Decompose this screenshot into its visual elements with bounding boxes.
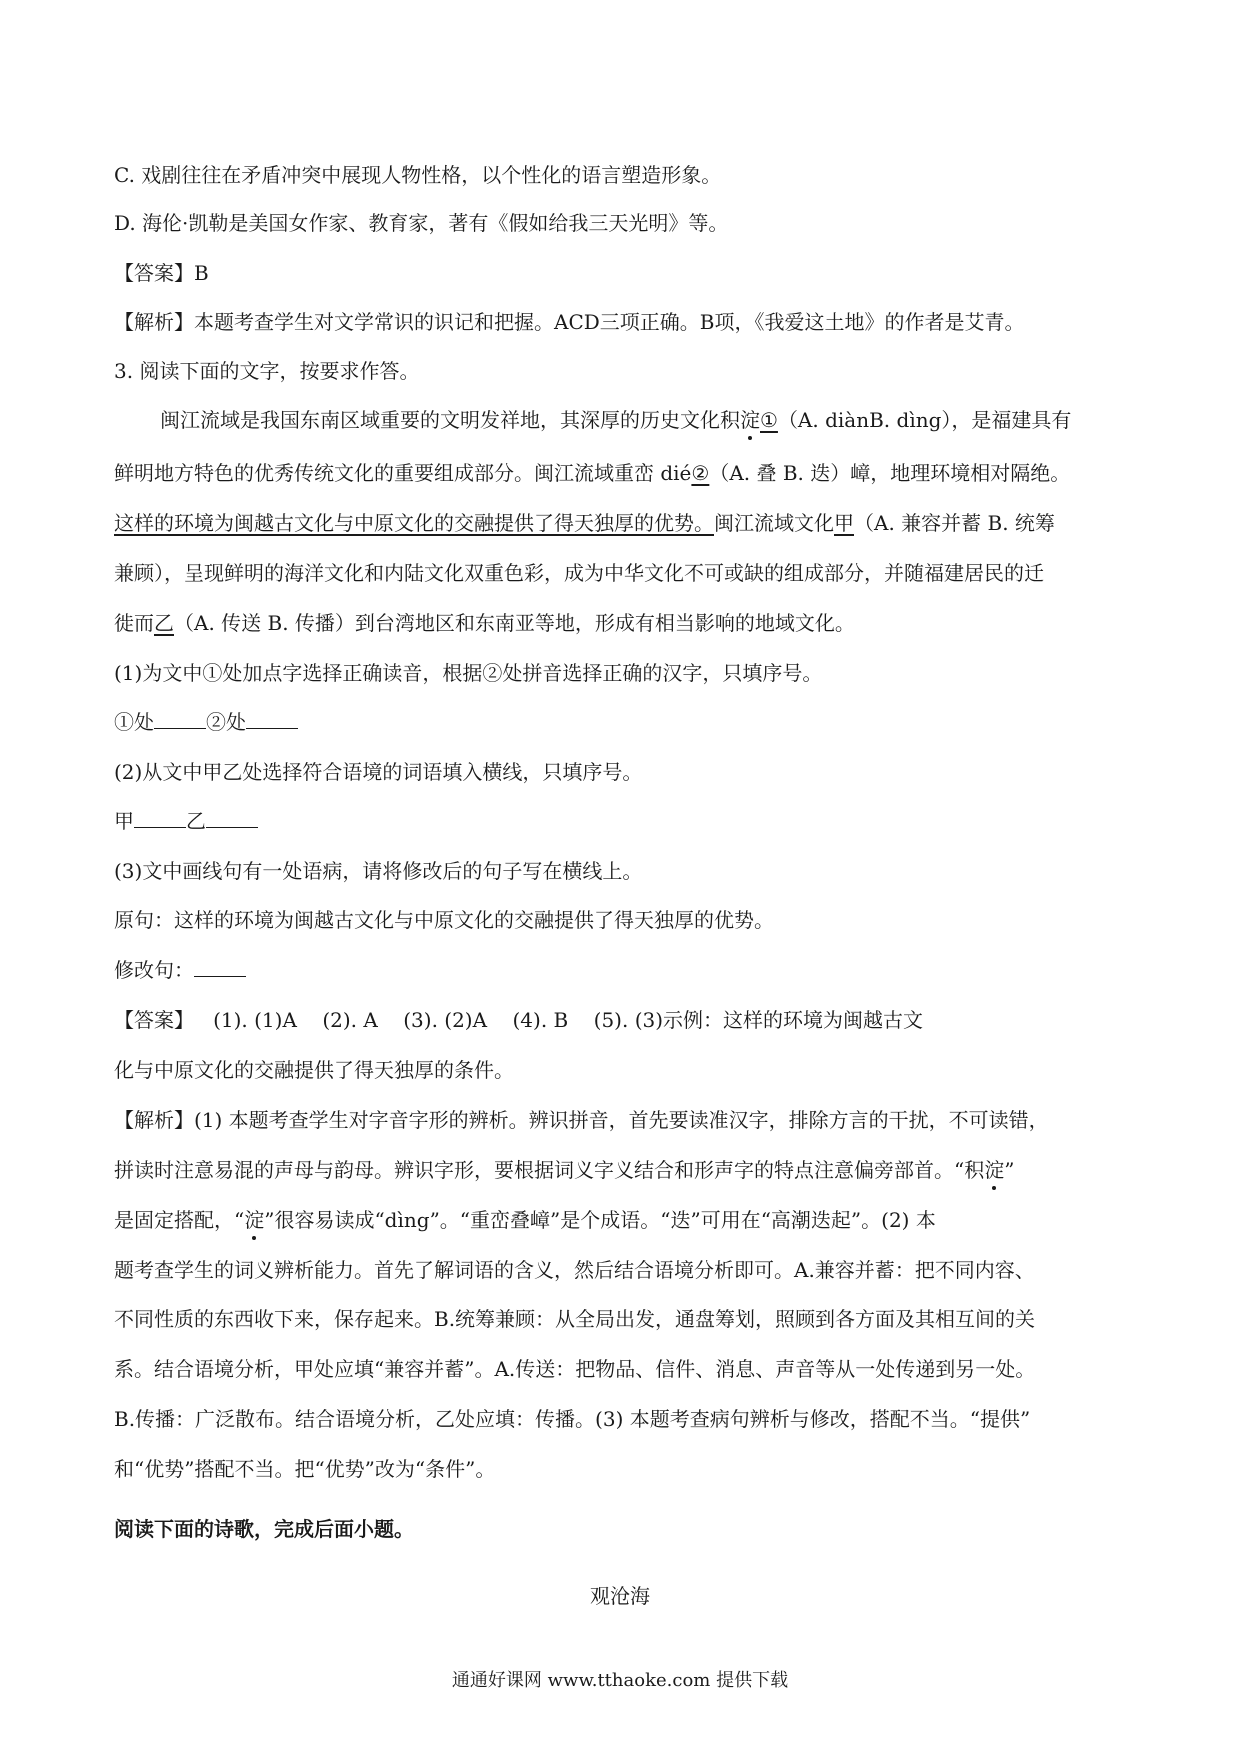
dotted-char: 淀: [984, 1158, 1005, 1182]
q3-answer-line-1: 【答案】 (1). (1)A (2). A (3). (2)A (4). B (5). (3)示例：这样的环境为闽越古文: [114, 1008, 924, 1032]
sub-question-1: (1)为文中①处加点字选择正确读音，根据②处拼音选择正确的汉字，只填序号。: [114, 661, 823, 685]
option-c: C. 戏剧往往在矛盾冲突中展现人物性格，以个性化的语言塑造形象。: [114, 163, 722, 187]
analysis-line-8: 和“优势”搭配不当。把“优势”改为“条件”。: [114, 1457, 496, 1481]
dotted-char: 淀: [244, 1208, 265, 1232]
q3-answer-line-2: 化与中原文化的交融提供了得天独厚的条件。: [114, 1058, 514, 1082]
analysis-line-6: 系。结合语境分析，甲处应填“兼容并蓄”。A.传送：把物品、信件、消息、声音等从一处传递到另一处。: [114, 1357, 1036, 1381]
blank-marker-2: ②: [691, 461, 710, 485]
analysis-line-4: 题考查学生的词义辨析能力。首先了解词语的含义，然后结合语境分析即可。A.兼容并蓄：把不同内容、: [114, 1258, 1035, 1282]
passage-line-2: 鲜明地方特色的优秀传统文化的重要组成部分。闽江流域重峦 dié②（A. 叠 B. 迭）嶂，地理环境相对隔绝。: [114, 461, 1071, 485]
analysis-line-2: 拼读时注意易混的声母与韵母。辨识字形，要根据词义字义结合和形声字的特点注意偏旁部首。“积淀”: [114, 1158, 1015, 1182]
passage-line-4: 兼顾），呈现鲜明的海洋文化和内陆文化双重色彩，成为中华文化不可或缺的组成部分，并随福建居民的迁: [114, 561, 1044, 585]
poem-intro: 阅读下面的诗歌，完成后面小题。: [114, 1517, 414, 1541]
sub-question-2-blanks: 甲 乙: [114, 806, 1134, 836]
analysis-line-5: 不同性质的东西收下来，保存起来。B.统筹兼顾：从全局出发，通盘筹划，照顾到各方面及其相互间的关: [114, 1307, 1036, 1331]
revised-sentence: 修改句：: [114, 955, 1134, 985]
q2-analysis: 【解析】本题考查学生对文学常识的识记和把握。ACD三项正确。B项，《我爱这土地》的作者是艾青。: [114, 310, 1025, 334]
page-footer: 通通好课网 www.tthaoke.com 提供下载: [451, 1670, 789, 1691]
sub-question-3: (3)文中画线句有一处语病，请将修改后的句子写在横线上。: [114, 859, 643, 883]
q2-answer: 【答案】B: [114, 261, 209, 285]
passage-line-5: 徙而乙（A. 传送 B. 传播）到台湾地区和东南亚等地，形成有相当影响的地域文化。: [114, 611, 855, 635]
answer-blank: [194, 956, 246, 977]
passage-line-1: 闽江流域是我国东南区域重要的文明发祥地，其深厚的历史文化积淀①（A. diànB. dìng），是福建具有: [160, 408, 1072, 432]
analysis-line-7: B.传播：广泛散布。结合语境分析，乙处应填：传播。(3) 本题考查病句辨析与修改，搭配不当。“提供”: [114, 1407, 1031, 1431]
blank-marker-jia: 甲: [834, 511, 854, 535]
answer-blank: [134, 807, 186, 828]
underlined-sentence: 这样的环境为闽越古文化与中原文化的交融提供了得天独厚的优势。: [114, 511, 714, 535]
option-d: D. 海伦·凯勒是美国女作家、教育家，著有《假如给我三天光明》等。: [114, 211, 729, 235]
answer-blank: [154, 708, 206, 729]
original-sentence: 原句：这样的环境为闽越古文化与中原文化的交融提供了得天独厚的优势。: [114, 908, 774, 932]
poem-title: 观沧海: [590, 1584, 650, 1608]
analysis-line-1: 【解析】(1) 本题考查学生对字音字形的辨析。辨识拼音，首先要读准汉字，排除方言的干扰，不可读错，: [114, 1108, 1049, 1132]
blank-marker-yi: 乙: [154, 611, 174, 635]
sub-question-2: (2)从文中甲乙处选择符合语境的词语填入横线，只填序号。: [114, 760, 643, 784]
answer-blank: [246, 708, 298, 729]
passage-line-3: 这样的环境为闽越古文化与中原文化的交融提供了得天独厚的优势。闽江流域文化甲（A. 兼容并蓄 B. 统筹: [114, 511, 1055, 535]
analysis-line-3: 是固定搭配，“淀”很容易读成“dìng”。“重峦叠嶂”是个成语。“迭”可用在“高潮迭起”。(2) 本: [114, 1208, 936, 1232]
sub-question-1-blanks: ①处 ②处: [114, 707, 1134, 737]
q3-header: 3. 阅读下面的文字，按要求作答。: [114, 359, 420, 383]
blank-marker-1: ①: [760, 408, 778, 432]
dotted-char: 淀: [740, 408, 760, 432]
answer-blank: [206, 807, 258, 828]
